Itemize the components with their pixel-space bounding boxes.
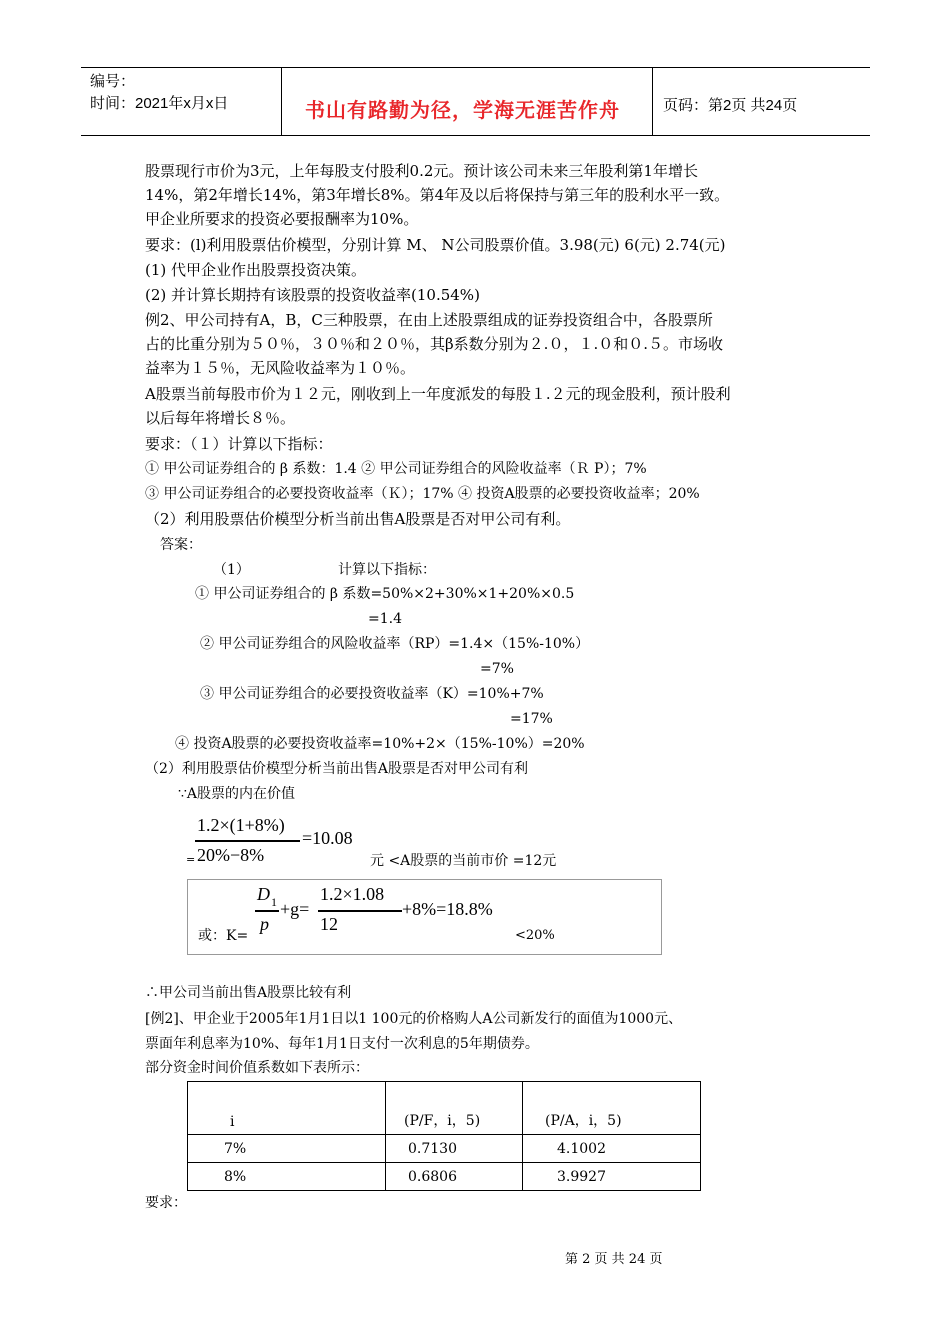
header-motto: 书山有路勤为径，学海无涯苦作舟 [305, 100, 620, 122]
header-code-label: 编号： [90, 73, 136, 90]
answer-a2-result: =7% [480, 661, 514, 677]
answer-a3-result: =17% [510, 711, 553, 727]
body-line: 以后每年将增长８％。 [145, 409, 296, 427]
body-line: (1) 代甲企业作出股票投资决策。 [145, 261, 367, 279]
or-label: 或：K= [198, 928, 249, 944]
answer-a1: ① 甲公司证券组合的 β 系数=50%×2+30%×1+20%×0.5 [195, 586, 575, 602]
because-line: ∵A股票的内在价值 [178, 786, 296, 802]
formula2-tail: <20% [515, 928, 555, 943]
body-line: 要求：（１）计算以下指标： [145, 435, 333, 453]
table-header-row [188, 1082, 701, 1135]
formula2-denominator: 12 [320, 914, 338, 934]
formula2-result: +8%=18.8% [402, 899, 493, 919]
table-cell: 8% [188, 1163, 386, 1191]
body-line: 占的比重分别为５０％，３０％和２０％，其β系数分别为２.０，１.０和０.５。市场收 [145, 335, 723, 353]
formula1-fraction-bar [195, 840, 300, 842]
answer-a4: ④ 投资A股票的必要投资收益率=10%+2×（15%-10%）=20% [175, 736, 585, 752]
table-cell: 0.6806 [386, 1163, 523, 1191]
table-intro: 部分资金时间价值系数如下表所示： [145, 1060, 369, 1076]
body-line: A股票当前每股市价为１２元，刚收到上一年度派发的每股１.２元的现金股利，预计股利 [145, 385, 731, 403]
table-row [188, 1163, 701, 1191]
table-header-cell: (P/A，i，5) [523, 1082, 701, 1135]
requirement-label: 要求： [145, 1195, 187, 1211]
body-line: 例2、甲公司持有A，B，C三种股票，在由上述股票组成的证券投资组合中，各股票所 [145, 311, 713, 329]
answer-label: 答案： [160, 537, 202, 553]
formula2-bar2 [318, 910, 402, 912]
table-cell: 0.7130 [386, 1135, 523, 1163]
formula1-denominator: 20%−8% [197, 845, 265, 865]
body-line: 股票现行市价为3元，上年每股支付股利0.2元。预计该公司未来三年股利第1年增长 [145, 162, 698, 180]
example2-line2: 票面年利息率为10%、每年1月1日支付一次利息的5年期债券。 [145, 1036, 539, 1052]
formula1-numerator: 1.2×(1+8%) [197, 815, 285, 835]
answer-a1-result: =1.4 [368, 611, 402, 627]
formula2-d-sub: 1 [271, 895, 277, 909]
table-row [188, 1135, 701, 1163]
formula1-eq-prefix: = [186, 853, 196, 866]
table-header-cell: i [188, 1082, 386, 1135]
answer-a3: ③ 甲公司证券组合的必要投资收益率（K）=10%+7% [200, 686, 544, 702]
answer-1-title: 计算以下指标： [338, 562, 436, 578]
formula2-plus-g: +g= [280, 899, 310, 919]
formula2-bar1 [255, 910, 279, 912]
answer-part2: （2）利用股票估价模型分析当前出售A股票是否对甲公司有利 [145, 761, 529, 777]
answer-a2: ② 甲公司证券组合的风险收益率（RP）=1.4×（15%-10%） [200, 636, 590, 652]
header-divider-right [652, 67, 653, 136]
header-page-info: 页码：第2页 共24页 [663, 97, 798, 114]
body-line: （2）利用股票估价模型分析当前出售A股票是否对甲公司有利。 [145, 510, 571, 528]
body-line: 要求：(l)利用股票估价模型，分别计算 M、 N公司股票价值。3.98(元) 6(元) 2.74(元) [145, 236, 726, 254]
body-line: (2) 并计算长期持有该股票的投资收益率(10.54%) [145, 286, 480, 304]
formula1-result: =10.08 [302, 828, 353, 848]
body-line: ③ 甲公司证券组合的必要投资收益率（Ｋ）；17% ④ 投资A股票的必要投资收益率；20% [145, 486, 700, 502]
formula2-p: p [260, 914, 269, 934]
header-top-rule [81, 67, 870, 68]
therefore-line: ∴甲公司当前出售A股票比较有利 [145, 985, 352, 1001]
body-line: 14%，第2年增长14%，第3年增长8%。第4年及以后将保持与第三年的股利水平一致。 [145, 186, 730, 204]
header-time-label: 时间：2021年x月x日 [90, 95, 229, 112]
table-header-cell: (P/F，i，5) [386, 1082, 523, 1135]
footer-page-number: 第 2 页 共 24 页 [565, 1252, 663, 1267]
table-cell: 4.1002 [523, 1135, 701, 1163]
answer-1-num: （1） [213, 562, 250, 578]
body-line: ① 甲公司证券组合的 β 系数：1.4 ② 甲公司证券组合的风险收益率（Ｒ P）；7% [145, 461, 647, 477]
formula1-tail: 元 <A股票的当前市价 =12元 [370, 853, 557, 869]
formula2-numerator: 1.2×1.08 [320, 884, 385, 904]
body-line: 甲企业所要求的投资必要报酬率为10%。 [145, 210, 419, 228]
time-value-table [187, 1081, 701, 1191]
example2-line1: [例2]、甲企业于2005年1月1日以1 100元的价格购人A公司新发行的面值为1000元、 [145, 1011, 683, 1027]
formula2-d: D [257, 884, 270, 904]
body-line: 益率为１５％，无风险收益率为１０％。 [145, 359, 416, 377]
table-cell: 3.9927 [523, 1163, 701, 1191]
header-bottom-rule [81, 135, 870, 136]
header-divider-left [281, 67, 282, 136]
table-cell: 7% [188, 1135, 386, 1163]
